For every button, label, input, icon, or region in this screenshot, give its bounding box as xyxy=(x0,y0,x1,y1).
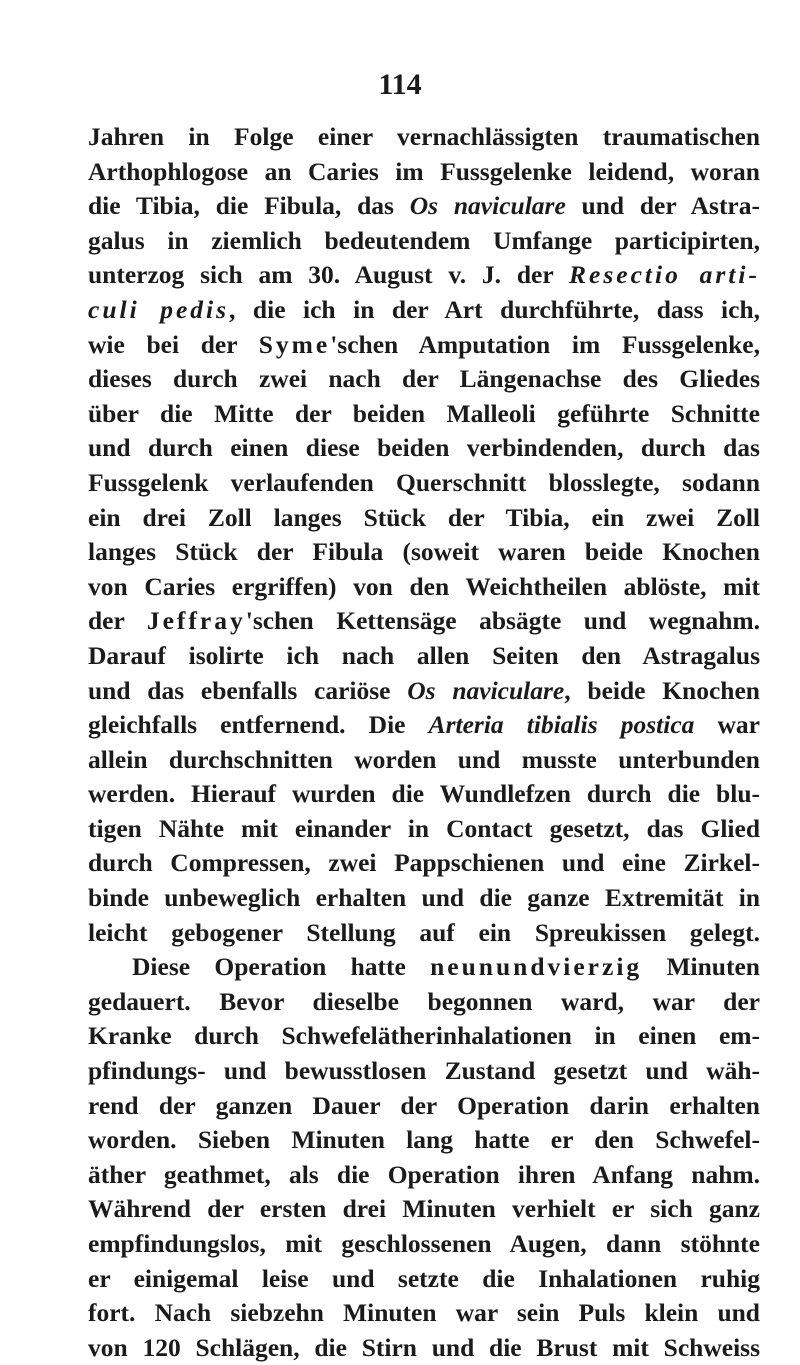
text-segment: werden. Hierauf wurden die Wundlefzen durch die blu- xyxy=(88,779,760,809)
text-segment: und durch einen diese beiden verbindenden, durch das xyxy=(88,433,760,463)
text-line xyxy=(88,1089,760,1124)
text-segment: Minuten xyxy=(642,952,760,982)
emphasized-text: Arteria tibialis postica xyxy=(428,710,695,740)
text-line xyxy=(88,1054,760,1089)
text-line xyxy=(88,777,760,812)
text-line xyxy=(88,1158,760,1193)
text-segment: Darauf isolirte ich nach allen Seiten den Astragalus xyxy=(88,640,760,670)
text-segment: er einigemal leise und setzte die Inhalationen ruhig xyxy=(88,1263,760,1293)
text-line xyxy=(88,1227,760,1262)
text-segment: wie bei der xyxy=(88,329,259,359)
text-line xyxy=(88,431,760,466)
text-segment: war xyxy=(694,710,760,740)
text-line xyxy=(88,570,760,605)
text-line xyxy=(88,985,760,1020)
text-segment: rend der ganzen Dauer der Operation darin erhalten xyxy=(88,1090,760,1120)
text-line xyxy=(88,362,760,397)
body-text xyxy=(88,120,760,1365)
text-segment: galus in ziemlich bedeutendem Umfange participirten, xyxy=(88,225,760,255)
text-line xyxy=(88,916,760,951)
emphasized-text: Os naviculare xyxy=(409,191,566,221)
text-segment: Jahren in Folge einer vernachlässigten traumatischen xyxy=(88,122,760,151)
text-segment: äther geathmet, als die Operation ihren Anfang nahm. xyxy=(88,1159,760,1189)
text-segment: über die Mitte der beiden Malleoli geführte Schnitte xyxy=(88,398,760,428)
text-segment: , die ich in der Art durchführte, dass ich, xyxy=(229,294,761,324)
text-segment: gleichfalls entfernend. Die xyxy=(88,710,429,740)
text-segment: die Tibia, die Fibula, das xyxy=(88,191,410,221)
text-segment: Diese Operation hatte xyxy=(132,952,431,982)
text-line xyxy=(88,1123,760,1158)
text-line xyxy=(88,950,760,985)
text-line xyxy=(88,674,760,709)
text-segment: und der Astra- xyxy=(565,191,760,221)
text-line xyxy=(88,224,760,259)
text-segment: durch Compressen, zwei Pappschienen und eine Zirkel- xyxy=(88,848,760,878)
emphasized-text: Jeffray xyxy=(146,606,246,636)
text-line xyxy=(88,1192,760,1227)
text-segment: von Caries ergriffen) von den Weichtheilen ablöste, mit xyxy=(88,571,760,601)
emphasized-text: Syme xyxy=(258,329,331,359)
text-segment: tigen Nähte mit einander in Contact gesetzt, das Glied xyxy=(88,813,760,843)
text-segment: 'schen Kettensäge absägte und wegnahm. xyxy=(245,606,761,636)
text-segment: ein drei Zoll langes Stück der Tibia, ein zwei Zoll xyxy=(88,502,760,532)
text-line xyxy=(88,812,760,847)
text-line xyxy=(88,155,760,190)
text-line xyxy=(88,397,760,432)
text-segment: gedauert. Bevor dieselbe begonnen ward, war der xyxy=(88,986,760,1016)
text-segment: 'schen Amputation im Fussgelenke, xyxy=(330,329,760,359)
text-line xyxy=(88,743,760,778)
emphasized-text: Os naviculare xyxy=(407,675,565,705)
text-line xyxy=(88,881,760,916)
text-segment: , beide Knochen xyxy=(564,675,760,705)
text-line xyxy=(88,1331,760,1365)
text-segment: leicht gebogener Stellung auf ein Spreukissen gelegt. xyxy=(88,917,760,947)
text-segment: pfindungs- und bewusstlosen Zustand gesetzt und wäh- xyxy=(88,1056,760,1086)
text-line xyxy=(88,120,760,155)
text-segment: fort. Nach siebzehn Minuten war sein Puls klein und xyxy=(88,1298,760,1328)
text-line xyxy=(88,189,760,224)
text-segment: Während der ersten drei Minuten verhielt er sich ganz xyxy=(88,1194,760,1224)
text-segment: von 120 Schlägen, die Stirn und die Brust mit Schweiss xyxy=(88,1332,760,1362)
text-segment: langes Stück der Fibula (soweit waren beide Knochen xyxy=(88,537,760,567)
text-line xyxy=(88,535,760,570)
emphasized-text: culi pedis xyxy=(88,294,230,324)
text-line xyxy=(88,293,760,328)
emphasized-text: Resectio arti- xyxy=(569,260,760,290)
text-segment: Arthophlogose an Caries im Fussgelenke leidend, woran xyxy=(88,156,760,186)
text-line xyxy=(88,258,760,293)
text-segment: der xyxy=(88,606,147,636)
text-line xyxy=(88,1296,760,1331)
text-segment: empfindungslos, mit geschlossenen Augen, dann stöhnte xyxy=(88,1229,760,1258)
page-number: 114 xyxy=(378,68,422,101)
text-segment: Kranke durch Schwefelätherinhalationen in einen em- xyxy=(88,1021,760,1051)
text-segment: allein durchschnitten worden und musste unterbunden xyxy=(88,744,760,774)
text-segment: unterzog sich am 30. August v. J. der xyxy=(88,260,570,290)
text-segment: dieses durch zwei nach der Längenachse des Gliedes xyxy=(88,364,760,394)
text-segment: worden. Sieben Minuten lang hatte er den Schwefel- xyxy=(88,1125,760,1155)
text-line xyxy=(88,708,760,743)
text-line xyxy=(88,604,760,639)
text-line xyxy=(88,1019,760,1054)
text-line xyxy=(88,501,760,536)
text-line xyxy=(88,846,760,881)
text-line xyxy=(88,639,760,674)
text-segment: und das ebenfalls cariöse xyxy=(88,675,408,705)
emphasized-text: neunundvierzig xyxy=(430,952,643,982)
text-segment: Fussgelenk verlaufenden Querschnitt blosslegte, sodann xyxy=(88,467,760,497)
text-line xyxy=(88,466,760,501)
text-line xyxy=(88,1262,760,1297)
text-line xyxy=(88,328,760,363)
text-segment: binde unbeweglich erhalten und die ganze Extremität in xyxy=(88,883,760,913)
